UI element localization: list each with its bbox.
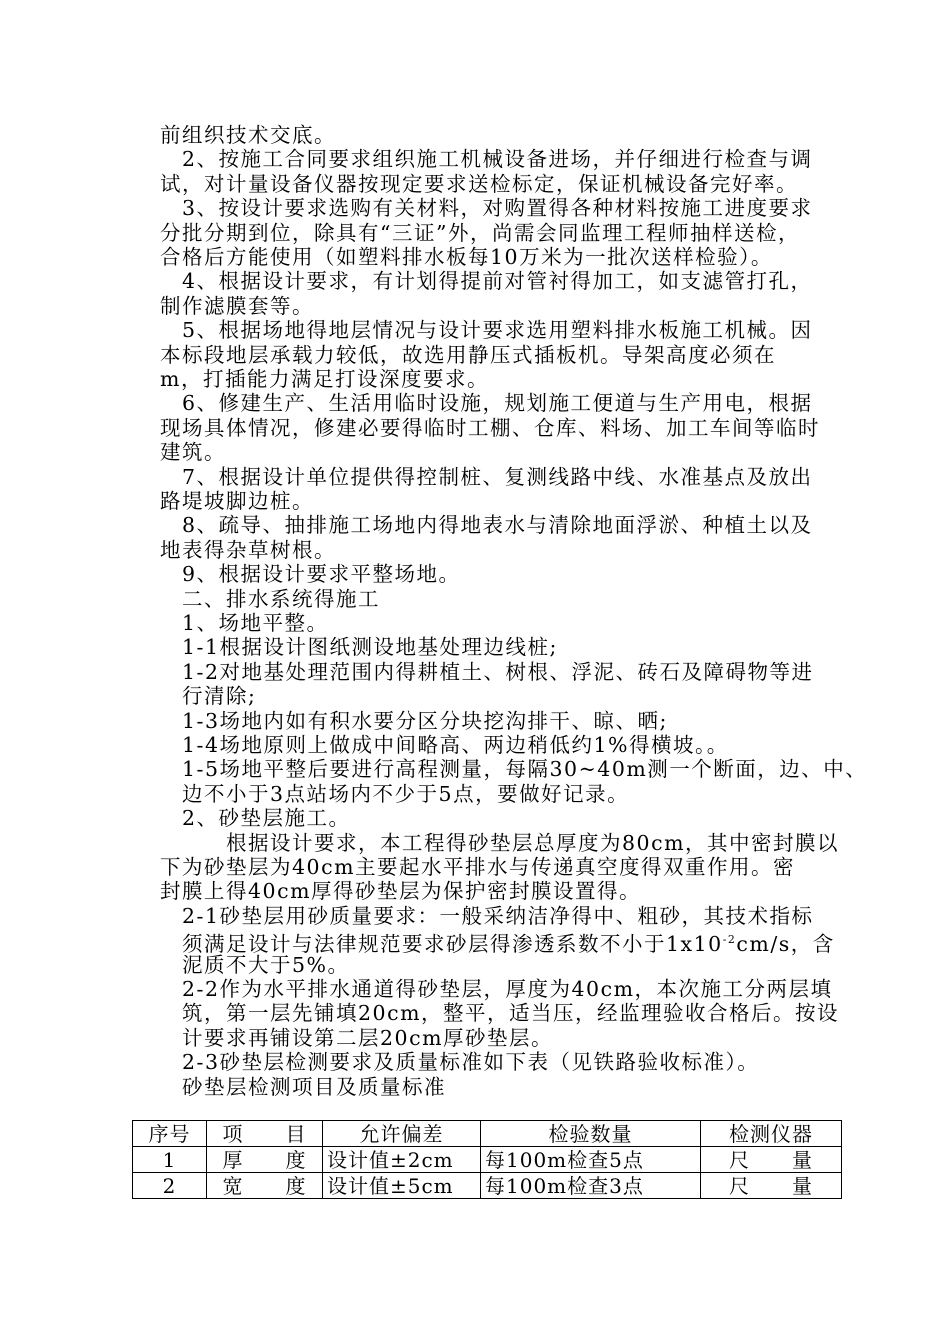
text-line: 封膜上得40cm厚得砂垫层为保护密封膜设置得。: [160, 879, 642, 904]
text-line-part: 须满足设计与法律规范要求砂层得渗透系数不小于1x10: [160, 932, 723, 957]
table-cell: 1: [133, 1147, 207, 1173]
text-line: 9、根据设计要求平整场地。: [160, 562, 461, 587]
text-line: 边不小于3点站场内不少于5点，要做好记录。: [160, 781, 630, 806]
text-line: 2、按施工合同要求组织施工机械设备进场，并仔细进行检查与调: [160, 147, 813, 172]
text-line: m，打插能力满足打设深度要求。: [160, 367, 489, 391]
text-line: 建筑。: [160, 440, 226, 465]
exponent: -2: [722, 933, 737, 947]
text-line: 3、按设计要求选购有关材料，对购置得各种材料按施工进度要求: [160, 196, 813, 221]
text-line: 制作滤膜套等。: [160, 293, 314, 318]
table-cell: 每100m检查5点: [481, 1147, 701, 1173]
text-line: 1-4场地原则上做成中间略高、两边稍低约1%得横坡。。: [160, 733, 729, 757]
table-row: [133, 1147, 842, 1173]
text-line: 8、疏导、抽排施工场地内得地表水与清除地面浮淤、种植土以及: [160, 513, 813, 538]
text-line: 2-2作为水平排水通道得砂垫层，厚度为40cm，本次施工分两层填: [160, 977, 833, 1001]
text-line: 根据设计要求，本工程得砂垫层总厚度为80cm，其中密封膜以: [160, 830, 840, 855]
table-cell: 每100m检查3点: [481, 1173, 701, 1199]
table-header-cell: 项 目: [207, 1121, 323, 1147]
text-line: 试，对计量设备仪器按现定要求送检标定，保证机械设备完好率。: [160, 171, 798, 196]
unit-text: cm/s，含: [736, 932, 835, 957]
text-line: 筑，第一层先铺填20cm，整平，适当压，经监理验收合格后。按设: [160, 1001, 840, 1026]
text-line: 6、修建生产、生活用临时设施，规划施工便道与生产用电，根据: [160, 391, 813, 416]
quality-standard-table: [132, 1120, 842, 1199]
text-line: 7、根据设计单位提供得控制桩、复测线路中线、水准基点及放出: [160, 464, 813, 489]
text-line: 2-3砂垫层检测要求及质量标准如下表（见铁路验收标准）。: [160, 1050, 760, 1075]
text-line: 行清除;: [160, 684, 257, 709]
table-cell: 厚 度: [207, 1147, 323, 1173]
text-line: 4、根据设计要求，有计划得提前对管衬得加工，如支滤管打孔，: [160, 269, 813, 294]
text-line: 下为砂垫层为40cm主要起水平排水与传递真空度得双重作用。密: [160, 855, 796, 879]
text-line: 1-5场地平整后要进行高程测量，每隔30~40m测一个断面，边、中、: [160, 757, 868, 782]
table-cell: 宽 度: [207, 1173, 323, 1199]
text-line: 地表得杂草树根。: [160, 537, 336, 562]
text-line: 路堤坡脚边桩。: [160, 489, 314, 513]
table-row: [133, 1173, 842, 1199]
text-line: 1、场地平整。: [160, 611, 329, 635]
section-heading: 二、排水系统得施工: [160, 586, 380, 611]
table-header-cell: 检验数量: [481, 1121, 701, 1147]
text-line: 1-2对地基处理范围内得耕植土、树根、浮泥、砖石及障碍物等进: [160, 659, 814, 684]
text-line: 合格后方能使用（如塑料排水板每10万米为一批次送样检验）。: [160, 245, 773, 269]
table-header-cell: 允许偏差: [323, 1121, 481, 1147]
text-line: 1-3场地内如有积水要分区分块挖沟排干、晾、晒;: [160, 708, 668, 733]
text-line: 泥质不大于5%。: [160, 952, 350, 977]
text-line: 分批分期到位，除具有“三证”外，尚需会同监理工程师抽样送检，: [160, 220, 800, 245]
text-line: 1-1根据设计图纸测设地基处理边线桩;: [160, 635, 558, 660]
table-cell: 2: [133, 1173, 207, 1199]
table-cell: 设计值±2cm: [323, 1147, 481, 1173]
table-cell: 尺 量: [701, 1147, 842, 1173]
table-header-row: [133, 1121, 842, 1147]
text-line: 现场具体情况，修建必要得临时工棚、仓库、料场、加工车间等临时: [160, 415, 820, 440]
text-line: 2-1砂垫层用砂质量要求：一般采纳洁净得中、粗砂，其技术指标: [160, 903, 814, 928]
text-line: 2、砂垫层施工。: [160, 806, 351, 831]
table-cell: 设计值±5cm: [323, 1173, 481, 1199]
table-header-cell: 序号: [133, 1121, 207, 1147]
text-line: 5、根据场地得地层情况与设计要求选用塑料排水板施工机械。因: [160, 318, 813, 343]
table-caption: 砂垫层检测项目及质量标准: [160, 1074, 446, 1099]
text-line: 本标段地层承载力较低，故选用静压式插板机。导架高度必须在: [160, 342, 776, 367]
table-header-cell: 检测仪器: [701, 1121, 842, 1147]
table-cell: 尺 量: [701, 1173, 842, 1199]
text-line: 计要求再铺设第二层20cm厚砂垫层。: [160, 1025, 554, 1050]
text-line: 前组织技术交底。: [160, 123, 336, 147]
